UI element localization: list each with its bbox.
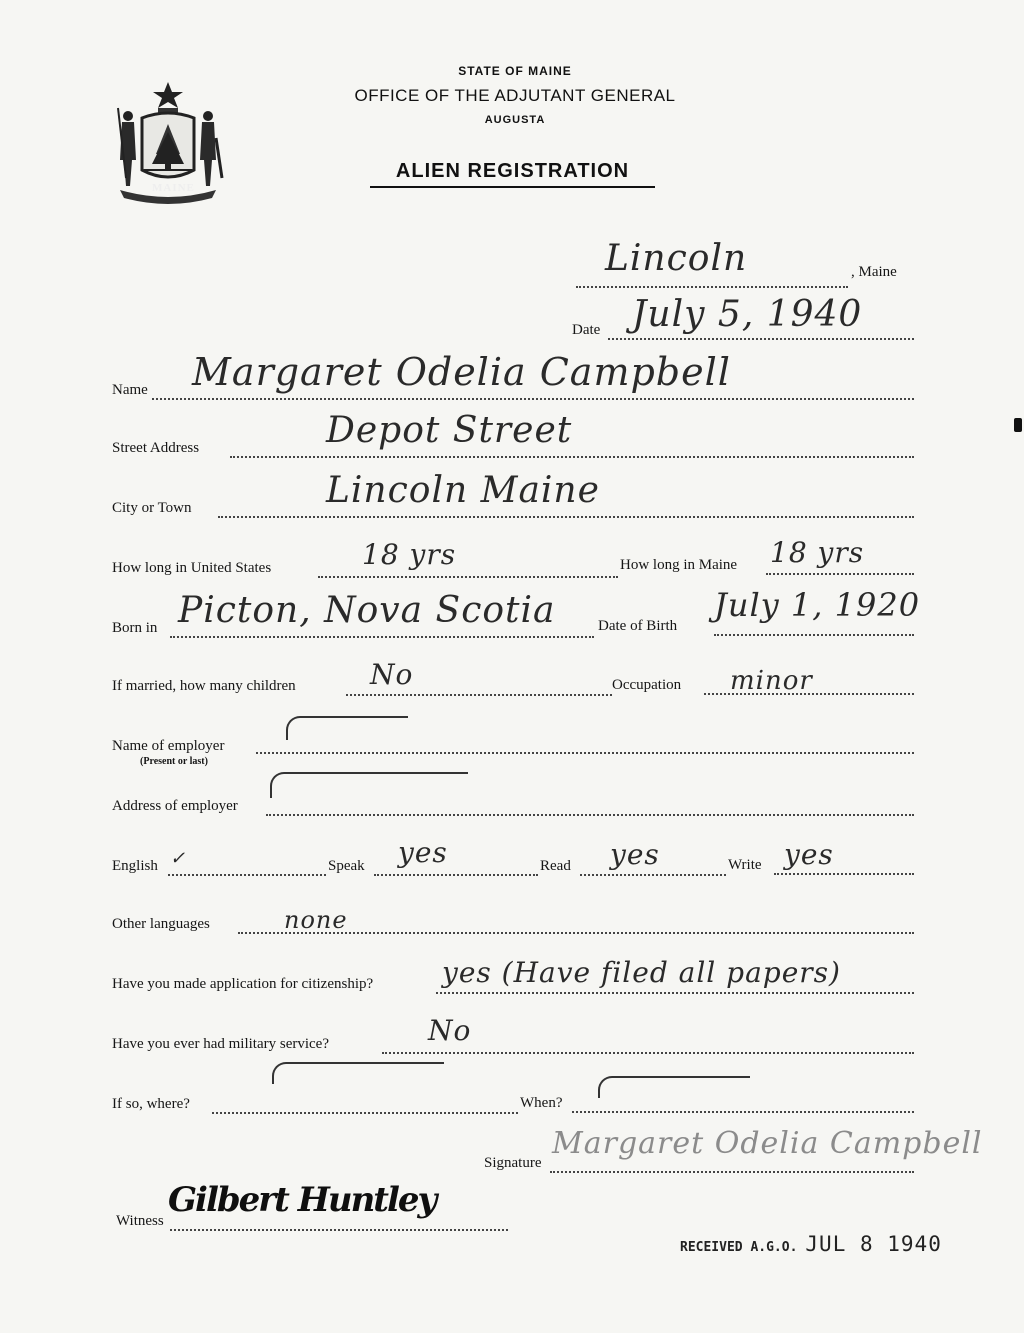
signature-label: Signature bbox=[484, 1155, 542, 1171]
children-value: No bbox=[370, 658, 414, 691]
other-languages-value: none bbox=[284, 906, 348, 934]
read-label: Read bbox=[540, 858, 571, 874]
children-label: If married, how many children bbox=[112, 678, 296, 694]
born-in-line bbox=[170, 636, 594, 638]
how-long-maine-line bbox=[766, 573, 914, 575]
received-stamp-text: RECEIVED A.G.O. bbox=[680, 1240, 798, 1255]
how-long-us-value: 18 yrs bbox=[362, 538, 457, 571]
employer-address-line bbox=[266, 814, 914, 816]
when-label: When? bbox=[520, 1095, 563, 1111]
form-title: ALIEN REGISTRATION bbox=[370, 160, 655, 188]
where-label: If so, where? bbox=[112, 1096, 190, 1112]
employer-ditto-mark bbox=[286, 716, 408, 740]
employer-address-ditto-mark bbox=[270, 772, 468, 798]
place-value: Lincoln bbox=[605, 238, 748, 279]
employer-address-label: Address of employer bbox=[112, 798, 238, 814]
witness-line bbox=[170, 1229, 508, 1231]
citizenship-label: Have you made application for citizenship? bbox=[112, 976, 374, 992]
write-label: Write bbox=[728, 857, 762, 873]
witness-signature: Gilbert Huntley bbox=[168, 1180, 436, 1220]
when-ditto-mark bbox=[598, 1076, 750, 1098]
english-line bbox=[168, 874, 326, 876]
read-value: yes bbox=[610, 838, 660, 871]
seal-banner-text: MAINE bbox=[152, 182, 195, 194]
citizenship-value: yes (Have filed all papers) bbox=[442, 956, 841, 989]
date-line bbox=[608, 338, 914, 340]
occupation-value: minor bbox=[730, 666, 813, 696]
write-value: yes bbox=[784, 838, 834, 871]
military-line bbox=[382, 1052, 914, 1054]
english-check: ✓ bbox=[170, 848, 187, 869]
how-long-maine-value: 18 yrs bbox=[770, 536, 865, 569]
city-value: Lincoln Maine bbox=[326, 470, 600, 511]
employer-sublabel: (Present or last) bbox=[140, 756, 208, 767]
signature-value: Margaret Odelia Campbell bbox=[552, 1126, 983, 1161]
where-ditto-mark bbox=[272, 1062, 444, 1084]
city-line bbox=[218, 516, 914, 518]
born-in-label: Born in bbox=[112, 620, 158, 636]
header-state: STATE OF MAINE bbox=[458, 64, 572, 78]
name-line bbox=[152, 398, 914, 400]
street-address-label: Street Address bbox=[112, 440, 200, 456]
how-long-maine-label: How long in Maine bbox=[620, 557, 738, 573]
write-line bbox=[774, 873, 914, 875]
date-value: July 5, 1940 bbox=[632, 294, 863, 335]
date-of-birth-line bbox=[714, 634, 914, 636]
street-address-value: Depot Street bbox=[326, 410, 573, 451]
header-office: OFFICE OF THE ADJUTANT GENERAL bbox=[354, 86, 676, 105]
when-line bbox=[572, 1111, 914, 1113]
speak-line bbox=[374, 874, 538, 876]
name-value: Margaret Odelia Campbell bbox=[192, 350, 731, 394]
name-label: Name bbox=[112, 382, 148, 398]
speak-label: Speak bbox=[328, 858, 365, 874]
scan-edge-mark bbox=[1014, 418, 1022, 432]
born-in-value: Picton, Nova Scotia bbox=[178, 590, 556, 631]
date-of-birth-value: July 1, 1920 bbox=[714, 586, 921, 624]
employer-label: Name of employer bbox=[112, 738, 225, 754]
witness-label: Witness bbox=[116, 1213, 164, 1229]
read-line bbox=[580, 874, 726, 876]
military-value: No bbox=[428, 1014, 472, 1047]
children-line bbox=[346, 694, 612, 696]
occupation-label: Occupation bbox=[612, 677, 682, 693]
military-label: Have you ever had military service? bbox=[112, 1036, 329, 1052]
city-label: City or Town bbox=[112, 500, 192, 516]
street-address-line bbox=[230, 456, 914, 458]
date-of-birth-label: Date of Birth bbox=[598, 618, 678, 634]
place-suffix: , Maine bbox=[851, 264, 897, 280]
place-line bbox=[576, 286, 848, 288]
english-label: English bbox=[112, 858, 158, 874]
received-stamp-date: JUL 8 1940 bbox=[805, 1232, 942, 1256]
how-long-us-line bbox=[318, 576, 618, 578]
where-line bbox=[212, 1112, 518, 1114]
header-city: AUGUSTA bbox=[484, 114, 546, 126]
signature-line bbox=[550, 1171, 914, 1173]
other-languages-label: Other languages bbox=[112, 916, 210, 932]
received-stamp bbox=[680, 1232, 942, 1256]
speak-value: yes bbox=[398, 836, 448, 869]
date-label: Date bbox=[572, 322, 601, 338]
how-long-us-label: How long in United States bbox=[112, 560, 272, 576]
citizenship-line bbox=[436, 992, 914, 994]
employer-line bbox=[256, 752, 914, 754]
